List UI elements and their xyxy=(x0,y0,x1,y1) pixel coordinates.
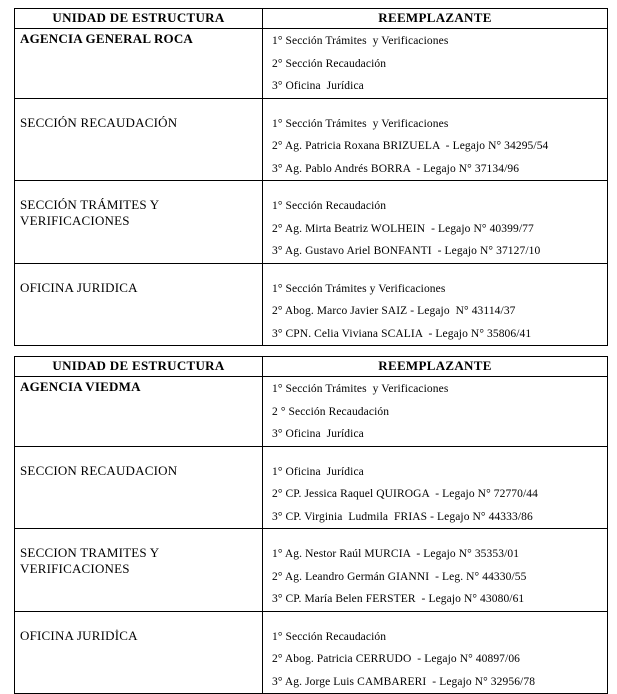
unit-label: OFICINA JURIDİCA xyxy=(20,627,138,643)
unit-cell xyxy=(15,611,263,694)
table-row xyxy=(15,446,608,529)
table-row xyxy=(15,263,608,346)
replacement-line: 2 ° Sección Recaudación xyxy=(272,405,390,418)
unit-cell xyxy=(15,181,263,264)
replacement-cell xyxy=(263,529,608,612)
replacement-cell xyxy=(263,446,608,529)
unit-label: SECCION RECAUDACION xyxy=(20,462,178,478)
replacement-line: 1° Ag. Nestor Raúl MURCIA - Legajo N° 35353/01 xyxy=(272,548,520,560)
replacement-line: 1° Sección Trámites y Verificaciones xyxy=(272,383,449,395)
replacement-line: 3° CPN. Celia Viviana SCALIA - Legajo N° 35806/41 xyxy=(272,327,532,340)
unit-cell xyxy=(15,529,263,612)
replacement-table-agencia-general-roca xyxy=(14,8,608,346)
replacement-line: 2° Ag. Patricia Roxana BRIZUELA - Legajo N° 34295/54 xyxy=(272,140,549,152)
unit-cell xyxy=(15,263,263,346)
unit-label: AGENCIA VIEDMA xyxy=(20,379,141,394)
replacement-line: 3° CP. María Belen FERSTER - Legajo N° 43080/61 xyxy=(272,593,525,605)
replacement-cell xyxy=(263,263,608,346)
replacement-line: 2° Abog. Patricia CERRUDO - Legajo N° 40897/06 xyxy=(272,653,521,665)
replacement-line: 3° Ag. Gustavo Ariel BONFANTI - Legajo N° 37127/10 xyxy=(272,245,541,257)
table-row xyxy=(15,529,608,612)
unit-cell xyxy=(15,446,263,529)
replacement-line: 2° Ag. Mirta Beatriz WOLHEIN - Legajo N° 40399/77 xyxy=(272,222,534,235)
unit-label: SECCIÓN RECAUDACIÓN xyxy=(20,114,178,130)
replacement-cell xyxy=(263,29,608,99)
replacement-line: 3° Ag. Jorge Luis CAMBARERI - Legajo N° 32956/78 xyxy=(272,675,536,688)
replacement-line: 1° Sección Trámites y Verificaciones xyxy=(272,117,449,130)
column-header-reemplazante: REEMPLAZANTE xyxy=(263,9,608,29)
unit-cell xyxy=(15,377,263,447)
replacement-line: 1° Sección Recaudación xyxy=(272,630,387,643)
replacement-line: 1° Sección Recaudación xyxy=(272,200,387,212)
table-row xyxy=(15,377,608,447)
column-header-reemplazante: REEMPLAZANTE xyxy=(263,357,608,377)
table-row xyxy=(15,611,608,694)
tables-container xyxy=(14,8,608,694)
replacement-line: 1° Sección Trámites y Verificaciones xyxy=(272,282,446,295)
replacement-line: 2° Ag. Leandro Germán GIANNI - Leg. N° 44330/55 xyxy=(272,570,527,583)
replacement-line: 1° Sección Trámites y Verificaciones xyxy=(272,35,449,47)
replacement-cell xyxy=(263,611,608,694)
column-header-unidad-de-estructura: UNIDAD DE ESTRUCTURA xyxy=(15,357,263,377)
unit-cell xyxy=(15,98,263,181)
replacement-cell xyxy=(263,181,608,264)
replacement-line: 3° Oficina Jurídica xyxy=(272,80,364,92)
unit-cell xyxy=(15,29,263,99)
table-row xyxy=(15,98,608,181)
replacement-line: 1° Oficina Jurídica xyxy=(272,465,364,478)
replacement-line: 3° Oficina Jurídica xyxy=(272,428,364,440)
unit-label: SECCION TRAMITES Y VERIFICACIONES xyxy=(20,545,159,576)
replacement-line: 2° Sección Recaudación xyxy=(272,57,387,70)
replacement-line: 2° CP. Jessica Raquel QUIROGA - Legajo N° 72770/44 xyxy=(272,488,538,500)
unit-label: SECCIÓN TRÁMITES Y VERIFICACIONES xyxy=(20,197,159,228)
replacement-cell xyxy=(263,377,608,447)
unit-label: OFICINA JURIDICA xyxy=(20,279,138,295)
table-row xyxy=(15,29,608,99)
replacement-line: 3° Ag. Pablo Andrés BORRA - Legajo N° 37134/96 xyxy=(272,162,520,175)
column-header-unidad-de-estructura: UNIDAD DE ESTRUCTURA xyxy=(15,9,263,29)
replacement-cell xyxy=(263,98,608,181)
header-row xyxy=(15,357,608,377)
replacement-line: 2° Abog. Marco Javier SAIZ - Legajo N° 43114/37 xyxy=(272,305,516,317)
unit-label: AGENCIA GENERAL ROCA xyxy=(20,31,194,46)
header-row xyxy=(15,9,608,29)
table-row xyxy=(15,181,608,264)
replacement-table-agencia-viedma xyxy=(14,356,608,694)
replacement-line: 3° CP. Virginia Ludmila FRIAS - Legajo N° 44333/86 xyxy=(272,510,533,523)
